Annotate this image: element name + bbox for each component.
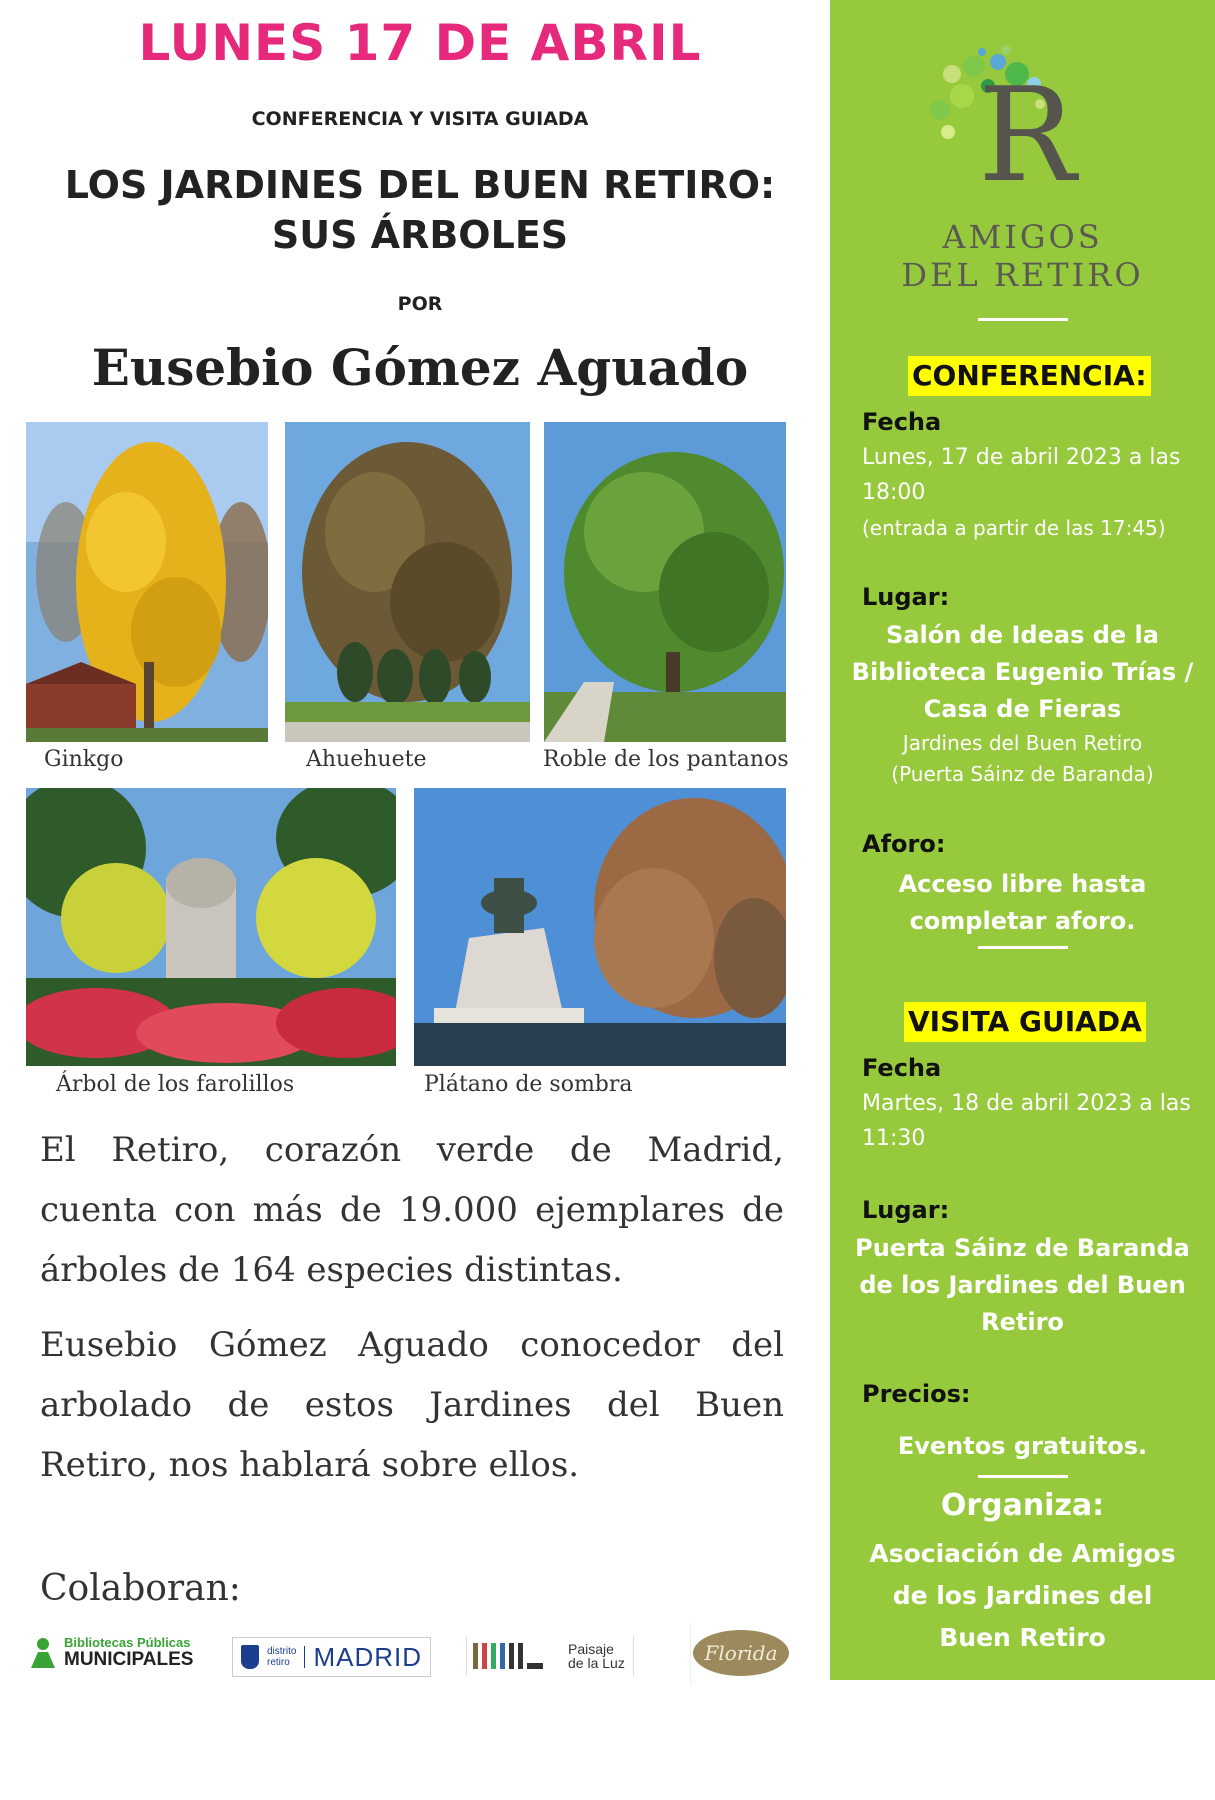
florida-logo [690,1622,791,1684]
conf-lugar-line3: Casa de Fieras [923,695,1122,723]
bars-logo-icon [466,1636,547,1676]
conf-fecha-note: (entrada a partir de las 17:45) [862,516,1166,540]
event-date: LUNES 17 DE ABRIL [138,14,702,72]
conf-fecha-line1: Lunes, 17 de abril 2023 a las [862,445,1181,470]
brand-line-2: DEL RETIRO [901,256,1144,294]
photo-roble [544,422,786,742]
conf-lugar-label: Lugar: [862,583,950,611]
event-title [0,160,840,260]
bibliotecas-line2: MUNICIPALES [64,1649,194,1670]
madrid-shield-icon [241,1645,259,1669]
divider [978,318,1068,321]
por-label: POR [397,293,443,315]
conf-aforo-line2: completar aforo. [909,907,1136,935]
visita-heading: VISITA GUIADA [904,1002,1146,1042]
photo-ahuehuete [285,422,530,742]
visita-lugar-line3: Retiro [981,1308,1064,1336]
photo-platano [414,788,786,1066]
photo-farolillos [26,788,396,1066]
paisaje-logo [568,1636,634,1676]
precios-value: Eventos gratuitos. [897,1432,1148,1460]
precios-label: Precios: [862,1380,971,1408]
conf-lugar-sub2: (Puerta Sáinz de Baranda) [891,762,1154,786]
conf-lugar-line1: Salón de Ideas de la [886,621,1159,649]
madrid-word: MADRID [313,1641,423,1672]
conf-lugar-line2: Biblioteca Eugenio Trías / [851,658,1194,686]
divider [978,946,1068,949]
organiza-heading: Organiza: [940,1488,1105,1523]
visita-lugar-line2: de los Jardines del Buen [859,1271,1186,1299]
distrito-line2: retiro [267,1657,290,1668]
divider [978,1475,1068,1478]
caption-roble: Roble de los pantanos [543,747,789,772]
bibliotecas-line1: Bibliotecas Públicas [64,1635,191,1650]
madrid-logo [232,1637,431,1677]
distrito-line1: distrito [267,1646,297,1657]
paisaje-line1: Paisaje [568,1641,614,1657]
organiza-line3: Buen Retiro [939,1623,1106,1652]
conf-lugar-sub1: Jardines del Buen Retiro [902,731,1143,755]
conf-aforo-label: Aforo: [862,830,946,858]
visita-fecha-line2: 11:30 [862,1126,926,1151]
organiza-line1: Asociación de Amigos [869,1539,1176,1568]
conferencia-heading: CONFERENCIA: [908,356,1151,396]
visita-fecha-label: Fecha [862,1054,942,1082]
person-icon [28,1636,58,1670]
speaker-name: Eusebio Gómez Aguado [91,338,749,397]
caption-ginkgo: Ginkgo [44,747,124,772]
conf-aforo-line1: Acceso libre hasta [898,870,1147,898]
conf-fecha-label: Fecha [862,408,942,436]
organiza-line2: de los Jardines del [892,1581,1153,1610]
caption-platano: Plátano de sombra [424,1072,633,1097]
conf-fecha-line2: 18:00 [862,480,926,505]
caption-farolillos: Árbol de los farolillos [56,1072,295,1097]
event-type: CONFERENCIA Y VISITA GUIADA [251,108,589,130]
caption-ahuehuete: Ahuehuete [306,747,427,772]
event-info-sidebar [830,0,1215,1680]
brand-line-1: AMIGOS [942,218,1103,256]
visita-lugar-label: Lugar: [862,1196,950,1224]
colaboran-label: Colaboran: [40,1568,241,1609]
paisaje-line2: de la Luz [568,1655,625,1671]
intro-paragraph: El Retiro, corazón verde de Madrid, cuenta con más de 19.000 ejemplares de árboles de 164 especies distintas. [40,1130,784,1290]
visita-lugar-line1: Puerta Sáinz de Baranda [855,1234,1190,1262]
florida-word: Florida [693,1630,789,1676]
bibliotecas-logo [28,1618,193,1688]
brand-letter: R [978,59,1076,211]
speaker-paragraph: Eusebio Gómez Aguado conocedor del arbolado de estos Jardines del Buen Retiro, nos hablará sobre ellos. [40,1325,784,1485]
title-line-1: LOS JARDINES DEL BUEN RETIRO: [64,163,776,207]
title-line-2: SUS ÁRBOLES [271,213,569,257]
visita-fecha-line1: Martes, 18 de abril 2023 a las [862,1091,1191,1116]
photo-ginkgo [26,422,268,742]
